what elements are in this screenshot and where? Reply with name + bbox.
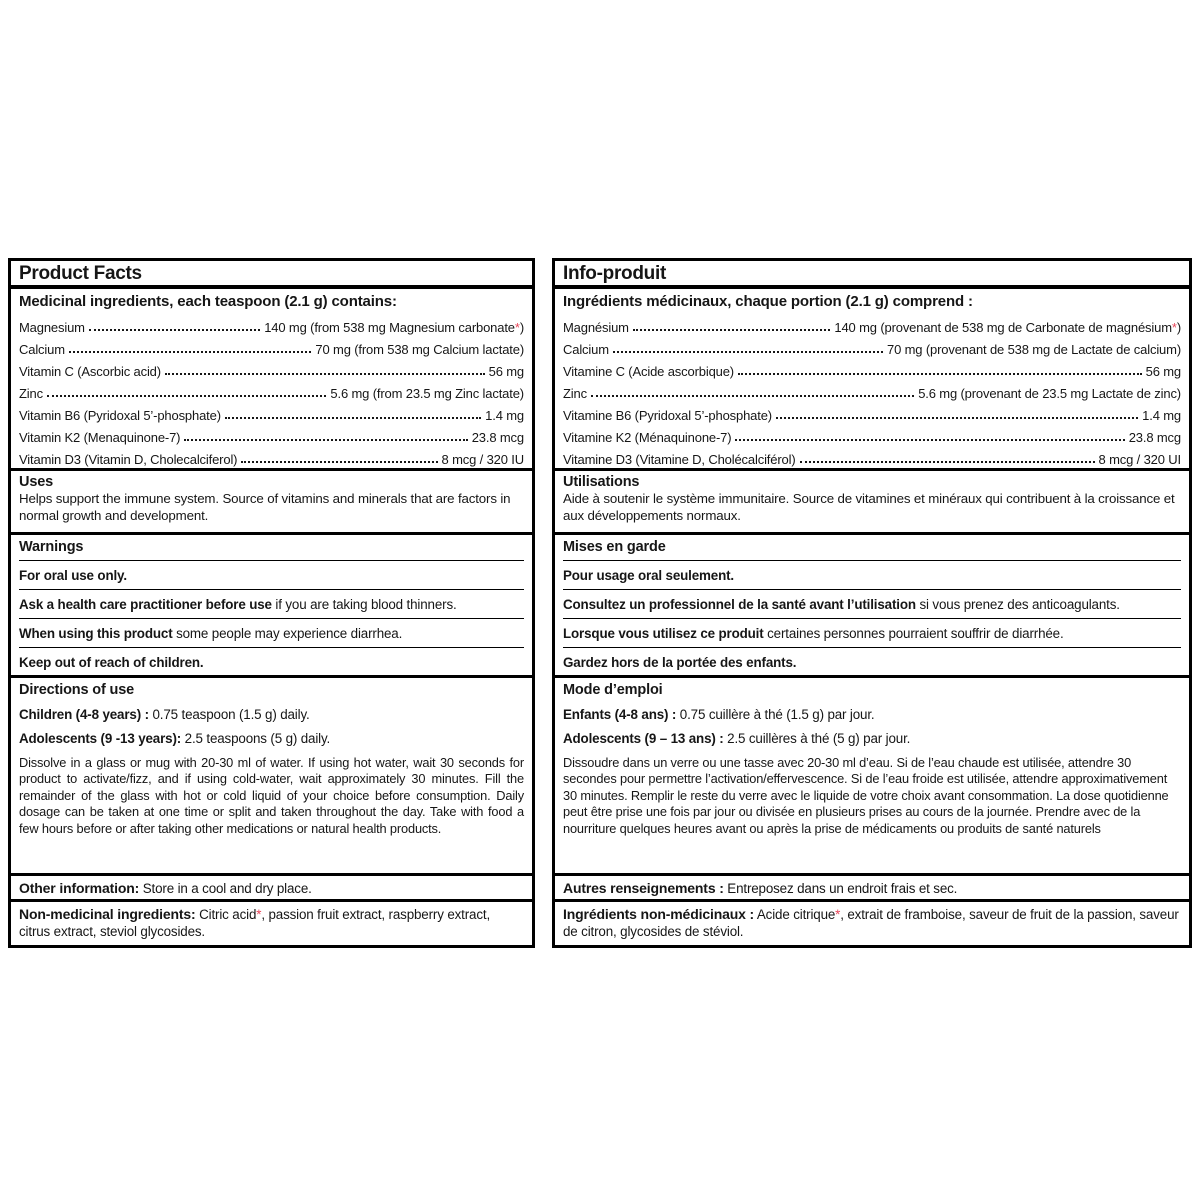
value-text: 8 mcg / 320 IU bbox=[441, 452, 524, 467]
value-text: 1.4 mg bbox=[485, 408, 524, 423]
warning-statement bbox=[563, 619, 1181, 648]
other-information-section bbox=[555, 876, 1189, 902]
value-text: 1.4 mg bbox=[1142, 408, 1181, 423]
dose-rest: 0.75 teaspoon (1.5 g) daily. bbox=[148, 707, 310, 722]
dose-lead: Adolescents (9 -13 years): bbox=[19, 731, 182, 746]
dose-line bbox=[19, 707, 524, 722]
warning-rest: certaines personnes pourraient souffrir de diarrhée. bbox=[763, 626, 1064, 641]
ingredient-row bbox=[563, 423, 1181, 445]
ingredient-row bbox=[563, 401, 1181, 423]
value-text: ) bbox=[1176, 320, 1181, 335]
ingredient-row bbox=[563, 357, 1181, 379]
non-medicinal-text: Acide citrique bbox=[754, 907, 836, 922]
ingredient-row bbox=[19, 445, 524, 467]
ingredient-value bbox=[1129, 430, 1181, 445]
directions-heading: Directions of use bbox=[19, 682, 135, 698]
panel-header-en bbox=[11, 261, 532, 289]
ingredient-value bbox=[442, 452, 524, 467]
product-facts-panel-en bbox=[8, 258, 535, 948]
ingredient-row bbox=[19, 379, 524, 401]
ingredient-name: Vitamin C (Ascorbic acid) bbox=[19, 364, 161, 379]
uses-heading: Utilisations bbox=[563, 474, 640, 490]
ingredient-row bbox=[19, 313, 524, 335]
dose-rest: 0.75 cuillère à thé (1.5 g) par jour. bbox=[676, 707, 875, 722]
uses-section bbox=[555, 471, 1189, 535]
warning-statement bbox=[19, 619, 524, 648]
warning-lead: Lorsque vous utilisez ce produit bbox=[563, 626, 764, 641]
ingredient-value bbox=[485, 408, 524, 423]
product-facts-panel-fr bbox=[552, 258, 1192, 948]
warning-lead: Pour usage oral seulement. bbox=[563, 568, 734, 583]
ingredient-name: Calcium bbox=[563, 342, 609, 357]
warning-statement bbox=[19, 561, 524, 590]
value-text: 8 mcg / 320 UI bbox=[1098, 452, 1181, 467]
ingredient-name: Vitamine B6 (Pyridoxal 5’-phosphate) bbox=[563, 408, 772, 423]
warning-lead: Keep out of reach of children. bbox=[19, 655, 204, 670]
dot-leader bbox=[800, 461, 1095, 463]
panel-header-fr bbox=[555, 261, 1189, 289]
ingredient-name: Vitamine C (Acide ascorbique) bbox=[563, 364, 734, 379]
warnings-heading: Warnings bbox=[19, 539, 524, 561]
non-medicinal-text: , extrait de framboise, saveur de fruit de la passion, saveur de citron, glycosides de stéviol. bbox=[563, 907, 1179, 939]
dose-lead: Adolescents (9 – 13 ans) : bbox=[563, 731, 724, 746]
asterisk-marker: * bbox=[835, 907, 841, 922]
medicinal-ingredients-section bbox=[11, 289, 532, 471]
dose-lead: Enfants (4-8 ans) : bbox=[563, 707, 677, 722]
warning-rest: some people may experience diarrhea. bbox=[172, 626, 403, 641]
value-text: 140 mg (provenant de 538 mg de Carbonate de magnésium bbox=[834, 320, 1172, 335]
warning-statement bbox=[563, 590, 1181, 619]
ingredient-name: Magnésium bbox=[563, 320, 629, 335]
ingredient-value bbox=[315, 342, 524, 357]
directions-paragraph: Dissolve in a glass or mug with 20-30 ml of water. If using hot water, wait 30 seconds for product to activate/fizz, and if using cold-water, wait approximately 30 minutes. Fill the remainder of the glass with hot or cold liquid of your choice before consumption. Daily dosage can be taken at one time or split and taken throughout the day. Take with food a few hours before or after taking other medications or natural health products. bbox=[19, 755, 524, 836]
dot-leader bbox=[47, 395, 326, 397]
ingredient-value bbox=[887, 342, 1181, 357]
medicinal-ingredients-section bbox=[555, 289, 1189, 471]
ingredient-name: Vitamin B6 (Pyridoxal 5’-phosphate) bbox=[19, 408, 221, 423]
warnings-section bbox=[11, 535, 532, 678]
ingredient-value bbox=[264, 320, 524, 335]
directions-section bbox=[11, 678, 532, 876]
value-text: 56 mg bbox=[488, 364, 524, 379]
dot-leader bbox=[591, 395, 914, 397]
value-text: 5.6 mg (from 23.5 mg Zinc lactate) bbox=[330, 386, 524, 401]
ingredient-value bbox=[834, 320, 1181, 335]
asterisk-marker: * bbox=[514, 320, 520, 335]
asterisk-marker: * bbox=[256, 907, 262, 922]
non-medicinal-section bbox=[11, 902, 532, 945]
dot-leader bbox=[776, 417, 1138, 419]
asterisk-marker: * bbox=[1171, 320, 1177, 335]
ingredient-value bbox=[1142, 408, 1181, 423]
directions-heading: Mode d’emploi bbox=[563, 682, 663, 698]
ingredient-name: Vitamine D3 (Vitamine D, Cholécalciférol) bbox=[563, 452, 796, 467]
non-medicinal-label: Non-medicinal ingredients: bbox=[19, 906, 196, 922]
ingredient-name: Vitamin D3 (Vitamin D, Cholecalciferol) bbox=[19, 452, 238, 467]
dot-leader bbox=[613, 351, 883, 353]
uses-body: Aide à soutenir le système immunitaire. Source de vitamines et minéraux qui contribuent à la croissance et aux développements normaux. bbox=[563, 491, 1175, 523]
panel-title: Product Facts bbox=[19, 263, 142, 284]
dose-rest: 2.5 cuillères à thé (5 g) par jour. bbox=[723, 731, 911, 746]
uses-section bbox=[11, 471, 532, 535]
other-info-text: Store in a cool and dry place. bbox=[139, 881, 312, 896]
ingredient-name: Calcium bbox=[19, 342, 65, 357]
ingredient-value bbox=[489, 364, 524, 379]
ingredient-name: Magnesium bbox=[19, 320, 85, 335]
ingredient-row bbox=[563, 335, 1181, 357]
other-info-label: Autres renseignements : bbox=[563, 880, 724, 896]
dot-leader bbox=[241, 461, 437, 463]
non-medicinal-text: , passion fruit extract, raspberry extract, citrus extract, steviol glycosides. bbox=[19, 907, 491, 939]
dot-leader bbox=[633, 329, 831, 331]
warning-rest: si vous prenez des anticoagulants. bbox=[915, 597, 1120, 612]
ingredient-value bbox=[472, 430, 524, 445]
ingredient-value bbox=[1146, 364, 1181, 379]
ingredient-value bbox=[1099, 452, 1181, 467]
dot-leader bbox=[165, 373, 485, 375]
value-text: 23.8 mcg bbox=[471, 430, 524, 445]
warning-rest: if you are taking blood thinners. bbox=[271, 597, 457, 612]
ingredient-name: Zinc bbox=[563, 386, 587, 401]
ingredient-row bbox=[19, 335, 524, 357]
dose-line bbox=[19, 731, 524, 746]
dose-rest: 2.5 teaspoons (5 g) daily. bbox=[181, 731, 331, 746]
dose-line bbox=[563, 731, 1181, 746]
value-text: ) bbox=[519, 320, 524, 335]
value-text: 56 mg bbox=[1145, 364, 1181, 379]
dot-leader bbox=[735, 439, 1124, 441]
warnings-section bbox=[555, 535, 1189, 678]
warning-lead: Ask a health care practitioner before use bbox=[19, 597, 272, 612]
non-medicinal-text: Citric acid bbox=[195, 907, 257, 922]
bilingual-label bbox=[8, 258, 1192, 948]
value-text: 23.8 mcg bbox=[1128, 430, 1181, 445]
dot-leader bbox=[89, 329, 260, 331]
value-text: 140 mg (from 538 mg Magnesium carbonate bbox=[264, 320, 515, 335]
warnings-heading: Mises en garde bbox=[563, 539, 1181, 561]
warning-statement bbox=[19, 648, 524, 676]
uses-body: Helps support the immune system. Source of vitamins and minerals that are factors in normal growth and development. bbox=[19, 491, 511, 523]
directions-section bbox=[555, 678, 1189, 876]
dot-leader bbox=[69, 351, 311, 353]
ingredient-name: Zinc bbox=[19, 386, 43, 401]
medicinal-heading: Medicinal ingredients, each teaspoon (2.1 g) contains: bbox=[19, 293, 397, 310]
warning-statement bbox=[563, 648, 1181, 676]
non-medicinal-label: Ingrédients non-médicinaux : bbox=[563, 906, 755, 922]
ingredient-row bbox=[563, 379, 1181, 401]
ingredient-value bbox=[918, 386, 1181, 401]
warning-statement bbox=[19, 590, 524, 619]
dose-line bbox=[563, 707, 1181, 722]
directions-paragraph: Dissoudre dans un verre ou une tasse avec 20-30 ml d’eau. Si de l’eau chaude est utilisée, attendre 30 secondes pour permettre l’activation/effervescence. Si de l’eau froide est utilisée, attendre approximativement 30 minutes. Remplir le reste du verre avec le liquide de votre choix avant consommation. La dose quotidienne peut être prise une fois par jour ou divisée en plusieurs prises au cours de la journée. Prendre avec de la nourriture quelques heures avant ou après la prise de médicaments ou produits de santé naturels bbox=[563, 755, 1169, 836]
non-medicinal-section bbox=[555, 902, 1189, 945]
dot-leader bbox=[184, 439, 467, 441]
value-text: 70 mg (from 538 mg Calcium lactate) bbox=[315, 342, 524, 357]
other-info-label: Other information: bbox=[19, 880, 140, 896]
ingredient-row bbox=[19, 357, 524, 379]
ingredient-name: Vitamine K2 (Ménaquinone-7) bbox=[563, 430, 732, 445]
warning-lead: When using this product bbox=[19, 626, 173, 641]
ingredient-row bbox=[563, 313, 1181, 335]
ingredient-value bbox=[330, 386, 524, 401]
medicinal-heading: Ingrédients médicinaux, chaque portion (2.1 g) comprend : bbox=[563, 293, 973, 310]
ingredient-row bbox=[19, 401, 524, 423]
dose-lead: Children (4-8 years) : bbox=[19, 707, 149, 722]
other-information-section bbox=[11, 876, 532, 902]
other-info-text: Entreposez dans un endroit frais et sec. bbox=[723, 881, 958, 896]
warning-lead: Gardez hors de la portée des enfants. bbox=[563, 655, 797, 670]
dot-leader bbox=[225, 417, 481, 419]
warning-lead: For oral use only. bbox=[19, 568, 127, 583]
panel-title: Info-produit bbox=[563, 263, 666, 284]
warning-statement bbox=[563, 561, 1181, 590]
value-text: 5.6 mg (provenant de 23.5 mg Lactate de zinc) bbox=[918, 386, 1181, 401]
value-text: 70 mg (provenant de 538 mg de Lactate de calcium) bbox=[887, 342, 1181, 357]
ingredient-row bbox=[19, 423, 524, 445]
uses-heading: Uses bbox=[19, 474, 54, 490]
dot-leader bbox=[738, 373, 1142, 375]
warning-lead: Consultez un professionnel de la santé avant l’utilisation bbox=[563, 597, 916, 612]
ingredient-name: Vitamin K2 (Menaquinone-7) bbox=[19, 430, 181, 445]
ingredient-row bbox=[563, 445, 1181, 467]
